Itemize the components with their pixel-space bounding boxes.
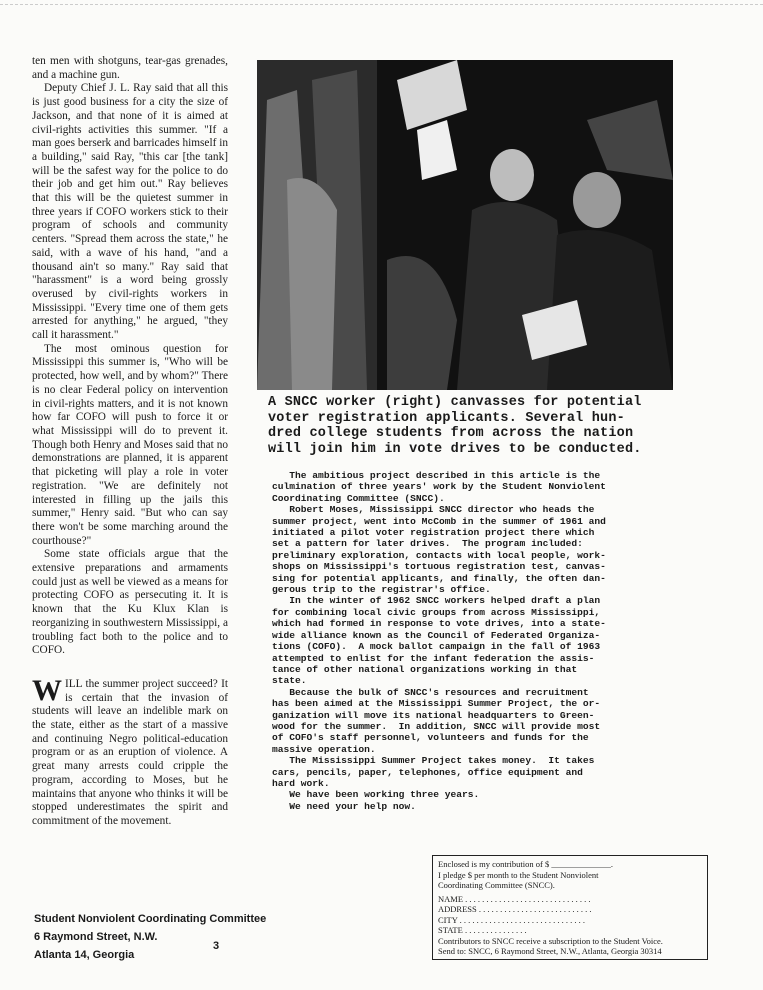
article-line: massive operation. — [272, 743, 376, 755]
footer-street: 6 Raymond Street, N.W. — [34, 931, 158, 943]
article-line: wide alliance known as the Council of Federated Organiza- — [272, 629, 601, 641]
article-line: has been aimed at the Mississippi Summer Project, the or- — [272, 698, 601, 710]
article-line: initiated a pilot voter registration project there which — [272, 527, 595, 539]
page-top-edge — [0, 0, 763, 5]
article-line: Robert Moses, Mississippi SNCC director who heads the — [272, 504, 595, 516]
article-line: wood for the summer. In addition, SNCC will provide most — [272, 720, 601, 732]
article-line: sing for potential applicants, and finally, the often dan- — [272, 572, 606, 584]
subscription-note: Contributors to SNCC receive a subscription to the Student Voice. — [438, 935, 663, 946]
paragraph-text: ILL the summer project succeed? It is certain that the invasion of students will leave an indelible mark on the state, either as the start of a massive and continuing Negro political-education program or as an eruption of violence. A great many arrests could cripple the program, according to Moses, but he maintains that anyone who thinks it will be stopped underestimates the spirit and commitment of the movement. — [32, 677, 228, 827]
article-line: In the winter of 1962 SNCC workers helped draft a plan — [272, 595, 601, 607]
address-field[interactable]: ADDRESS . . . . . . . . . . . . . . . . . . . . . . . . . . . — [438, 904, 592, 914]
article-line: We need your help now. — [272, 800, 416, 812]
photograph-canvasser-icon — [257, 60, 673, 390]
paragraph-with-dropcap — [32, 673, 228, 829]
typewritten-article — [272, 470, 672, 812]
dropcap: W — [32, 673, 62, 707]
article-line: tions (COFO). A mock ballot campaign in the fall of 1963 — [272, 641, 601, 653]
footer-org: Student Nonviolent Coordinating Committee — [34, 913, 267, 925]
paragraph: Some state officials argue that the extensive preparations and armaments could just as well be viewed as a means for protecting COFO as persecuting it. It is known that the Ku Klux Klan is reorganizing in southwestern Mississippi, a troubling fact both to the police and to COFO. — [32, 548, 228, 657]
canvasser-photo — [257, 60, 673, 390]
caption-line: will join him in vote drives to be conducted. — [268, 441, 642, 457]
paragraph: The most ominous question for Mississippi this summer is, "Who will be protected, how well, and by whom?" There is no clear Federal policy on intervention in civil-rights matters, and it is not known how far COFO will push to force it or what Mississippi will do to prevent it. Though both Henry and Moses said that no demonstrations are planned, it is apparent that picketing will play a role in voter registration. "We are definitely not interested in filling up the jails this summer," Henry said. "But who can say there won't be some marching around the courthouse?" — [32, 342, 228, 547]
photo-caption — [268, 395, 668, 457]
pledge-recipient: Coordinating Committee (SNCC). — [438, 880, 555, 890]
article-line: The Mississippi Summer Project takes money. It takes — [272, 755, 595, 767]
article-line: Because the bulk of SNCC's resources and recruitment — [272, 686, 589, 698]
article-line: state. — [272, 675, 307, 687]
name-field[interactable]: NAME . . . . . . . . . . . . . . . . . . . . . . . . . . . . . . — [438, 893, 591, 904]
left-column-text — [32, 55, 228, 829]
article-line: summer project, went into McComb in the summer of 1961 and — [272, 515, 606, 527]
article-line: preliminary exploration, contacts with local people, work- — [272, 549, 606, 561]
footer-city: Atlanta 14, Georgia — [34, 949, 135, 961]
paragraph: ten men with shotguns, tear-gas grenades, and a machine gun. — [32, 55, 228, 81]
city-field[interactable]: CITY . . . . . . . . . . . . . . . . . . . . . . . . . . . . . . — [438, 914, 586, 925]
caption-line: A SNCC worker (right) canvasses for potential — [268, 395, 642, 410]
paragraph: Deputy Chief J. L. Ray said that all this is just good business for a city the size of Jackson, and that none of it is aimed at civil-rights activities this summer. "If a man goes berserk and barricades himself in a building," said Ray, "this car [the tank] will be the safest way for the police to do their job and get him out." Ray believes that this will be the quietest summer in three years if COFO workers stick to their program of schools and community centers. "Spread them across the state," he said, with a wave of his hand, "and a thousand ain't so many." Ray said that "harassment" is a word being grossly overused by civil-rights workers in Mississippi. "Every time one of them gets arrested for anything," he argued, "they call it harassment." — [32, 82, 228, 342]
article-line: The ambitious project described in this article is the — [272, 470, 601, 481]
pledge-line[interactable]: I pledge $ per month to the Student Nonviolent — [438, 869, 599, 880]
contribution-line[interactable]: Enclosed is my contribution of $ ______________. — [438, 859, 613, 869]
article-line: attempted to enlist for the infant federation the assis- — [272, 652, 595, 664]
article-line: which had formed in response to vote drives, into a state- — [272, 618, 606, 630]
caption-line: voter registration applicants. Several hun- — [268, 410, 625, 426]
page-number: 3 — [213, 940, 220, 952]
article-line: culmination of three years' work by the Student Nonviolent — [272, 481, 606, 493]
article-line: We have been working three years. — [272, 789, 480, 801]
address-footer — [34, 910, 274, 964]
article-line: gerous trip to the registrar's office. — [272, 584, 491, 596]
article-line: cars, pencils, paper, telephones, office equipment and — [272, 766, 583, 778]
article-line: set a pattern for later drives. The program included: — [272, 538, 583, 550]
mailing-address: Send to: SNCC, 6 Raymond Street, N.W., Atlanta, Georgia 30314 — [438, 946, 662, 956]
article-line: Coordinating Committee (SNCC). — [272, 492, 445, 504]
article-line: hard work. — [272, 777, 330, 789]
article-line: of COFO's staff personnel, volunteers and funds for the — [272, 732, 589, 744]
article-line: shops on Mississippi's tortuous registration test, canvas- — [272, 561, 606, 573]
article-line: for combining local civic groups from across Mississippi, — [272, 606, 601, 618]
article-line: ganization will move its national headquarters to Green- — [272, 709, 595, 721]
article-line: tance of other national organizations working in that — [272, 663, 578, 675]
contribution-form[interactable] — [432, 855, 708, 960]
caption-line: dred college students from across the nation — [268, 426, 634, 441]
state-field[interactable]: STATE . . . . . . . . . . . . . . . — [438, 925, 527, 935]
